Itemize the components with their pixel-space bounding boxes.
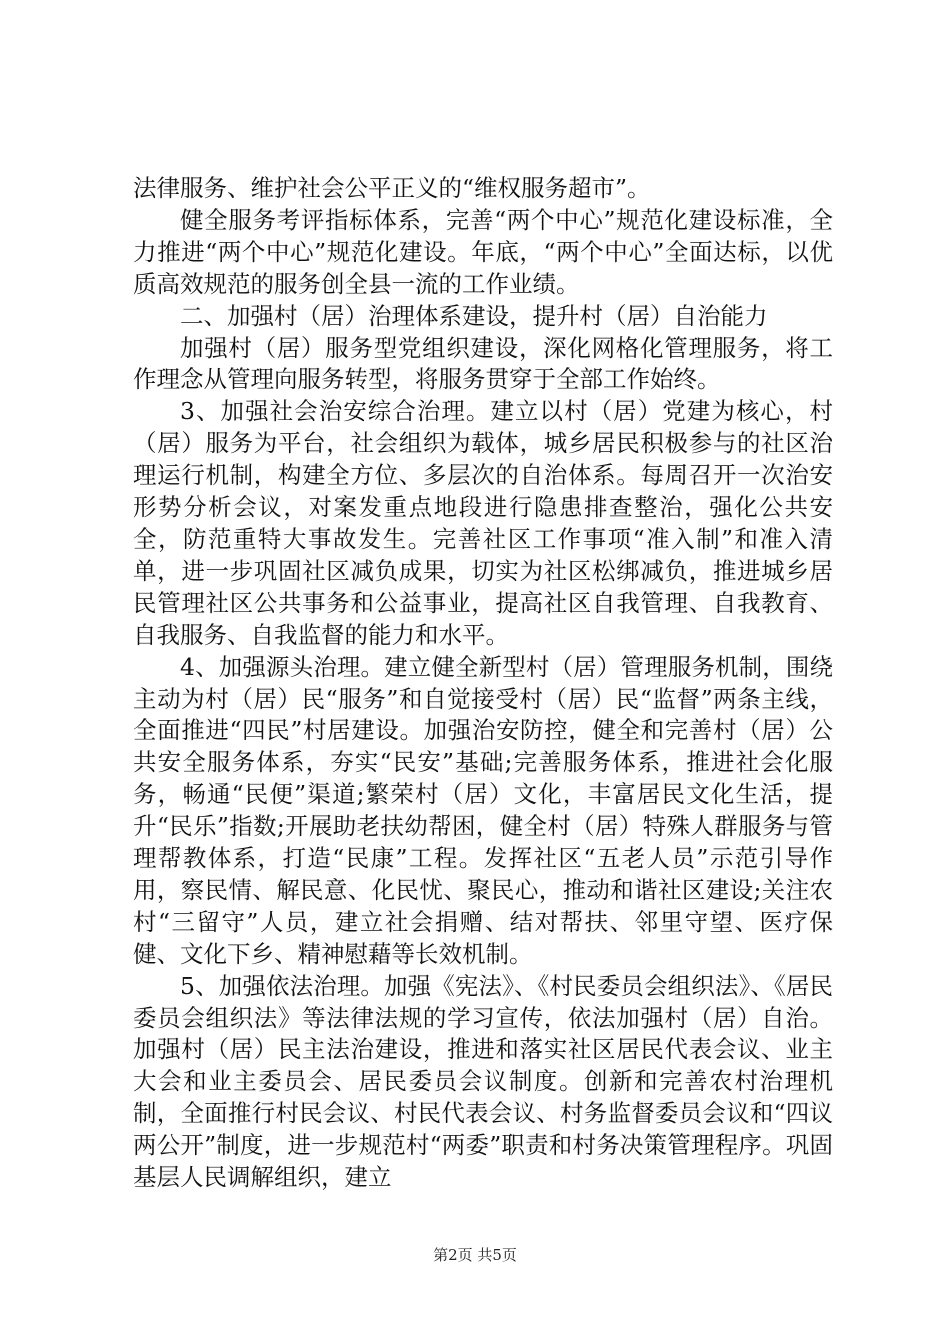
paragraph-2: 健全服务考评指标体系，完善“两个中心”规范化建设标准，全力推进“两个中心”规范化建设。年底，“两个中心”全面达标，以优质高效规范的服务创全县一流的工作业绩。 xyxy=(133,205,833,298)
paragraph-item-5: 5、加强依法治理。加强《宪法》、《村民委员会组织法》、《居民委员会组织法》等法律法规的学习宣传，依法加强村（居）自治。加强村（居）民主法治建设，推进和落实社区居民代表会议、业主大会和业主委员会、居民委员会议制度。创新和完善农村治理机制，全面推行村民会议、村民代表会议、村务监督委员会议和“四议两公开”制度，进一步规范村“两委”职责和村务决策管理程序。巩固基层人民调解组织，建立 xyxy=(133,971,833,1192)
section-heading-2: 二、加强村（居）治理体系建设，提升村（居）自治能力 xyxy=(180,301,768,330)
paragraph-item-3: 3、加强社会治安综合治理。建立以村（居）党建为核心，村（居）服务为平台，社会组织为载体，城乡居民积极参与的社区治理运行机制，构建全方位、多层次的自治体系。每周召开一次治安形势分析会议，对案发重点地段进行隐患排查整治，强化公共安全，防范重特大事故发生。完善社区工作事项“准入制”和准入清单，进一步巩固社区减负成果，切实为社区松绑减负，推进城乡居民管理社区公共事务和公益事业，提高社区自我管理、自我教育、自我服务、自我监督的能力和水平。 xyxy=(133,397,833,649)
paragraph-1: 法律服务、维护社会公平正义的“维权服务超市”。 xyxy=(133,174,651,202)
paragraph-3: 加强村（居）服务型党组织建设，深化网格化管理服务，将工作理念从管理向服务转型，将服务贯穿于全部工作始终。 xyxy=(133,333,833,394)
page-number-footer: 第2页 共5页 xyxy=(433,1246,517,1264)
document-body xyxy=(133,173,833,1194)
paragraph-item-4: 4、加强源头治理。建立健全新型村（居）管理服务机制，围绕主动为村（居）民“服务”和自觉接受村（居）民“监督”两条主线，全面推进“四民”村居建设。加强治安防控，健全和完善村（居）公共安全服务体系，夯实“民安”基础;完善服务体系，推进社会化服务，畅通“民便”渠道;繁荣村（居）文化，丰富居民文化生活，提升“民乐”指数;开展助老扶幼帮困，健全村（居）特殊人群服务与管理帮教体系，打造“民康”工程。发挥社区“五老人员”示范引导作用，察民情、解民意、化民忧、聚民心，推动和谐社区建设;关注农村“三留守”人员，建立社会捐赠、结对帮扶、邻里守望、医疗保健、文化下乡、精神慰藉等长效机制。 xyxy=(133,652,833,968)
